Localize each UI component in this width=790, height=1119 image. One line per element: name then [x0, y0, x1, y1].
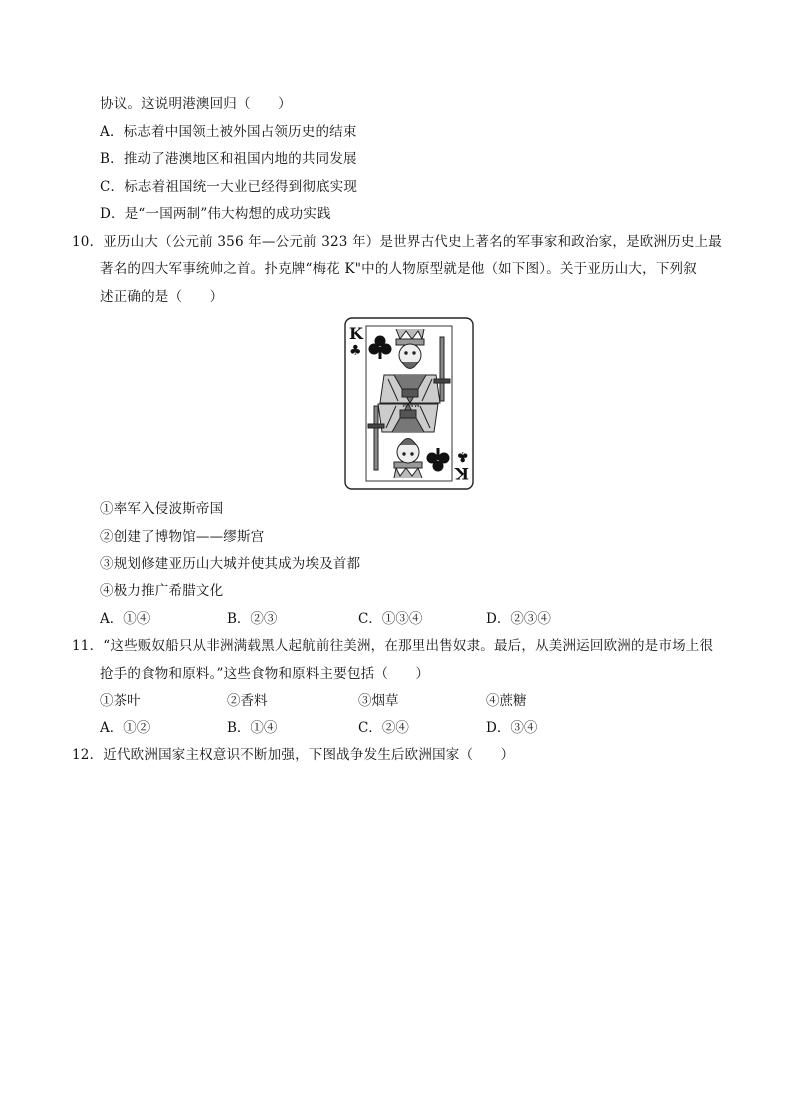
q9-option-d: D．是“一国两制”伟大构想的成功实践 — [100, 206, 331, 222]
card-rank-bottom: K — [455, 464, 469, 483]
q10-item-1: ①率军入侵波斯帝国 — [100, 501, 224, 517]
q11-stem-line1: 11．“这些贩奴船只从非洲满载黑人起航前往美洲，在那里出售奴隶。最后，从美洲运回欧洲的是市场上很 — [72, 638, 714, 654]
q10-choice-c: C．①③④ — [358, 611, 423, 627]
q11-choice-d: D．③④ — [486, 720, 538, 736]
q11-item-3: ③烟草 — [358, 693, 399, 709]
card-rank-top: K — [349, 324, 363, 343]
q10-choice-d: D．②③④ — [486, 611, 551, 627]
q10-item-3: ③规划修建亚历山大城并使其成为埃及首都 — [100, 556, 361, 572]
q10-stem-line3: 述正确的是（ ） — [100, 289, 224, 305]
q10-item-2: ②创建了博物馆——缪斯宫 — [100, 529, 265, 545]
q9-stem-tail: 协议。这说明港澳回归（ ） — [100, 96, 292, 112]
q10-stem-line1: 10．亚历山大（公元前 356 年—公元前 323 年）是世界古代史上著名的军事家和政治家，是欧洲历史上最 — [72, 234, 722, 250]
q11-item-1: ①茶叶 — [100, 693, 141, 709]
card-suit-bottom: ♣ — [456, 448, 469, 464]
q10-choice-b: B．②③ — [227, 611, 278, 627]
q11-item-4: ④蔗糖 — [486, 693, 527, 709]
q11-choice-b: B．①④ — [227, 720, 278, 736]
q9-option-b: B．推动了港澳地区和祖国内地的共同发展 — [100, 151, 357, 167]
q12-stem-line1: 12．近代欧洲国家主权意识不断加强，下图战争发生后欧洲国家（ ） — [72, 747, 515, 763]
card-watermark-text: WWW — [402, 402, 420, 409]
q11-choice-c: C．②④ — [358, 720, 409, 736]
q10-stem-line2: 著名的四大军事统帅之首。扑克牌“梅花 K"中的人物原型就是他（如下图）。关于亚历山大，下列叙 — [100, 261, 697, 277]
q11-choice-a: A．①② — [100, 720, 151, 736]
king-of-clubs-card — [344, 317, 474, 490]
q10-item-4: ④极力推广希腊文化 — [100, 583, 224, 599]
q11-item-2: ②香料 — [227, 693, 268, 709]
card-suit-top: ♣ — [349, 343, 362, 359]
q9-option-c: C．标志着祖国统一大业已经得到彻底实现 — [100, 179, 358, 195]
playing-card-illustration — [344, 317, 474, 490]
q9-option-a: A．标志着中国领土被外国占领历史的结束 — [100, 124, 357, 140]
q10-choice-a: A．①④ — [100, 611, 151, 627]
q11-stem-line2: 抢手的食物和原料。”这些食物和原料主要包括（ ） — [100, 666, 430, 682]
